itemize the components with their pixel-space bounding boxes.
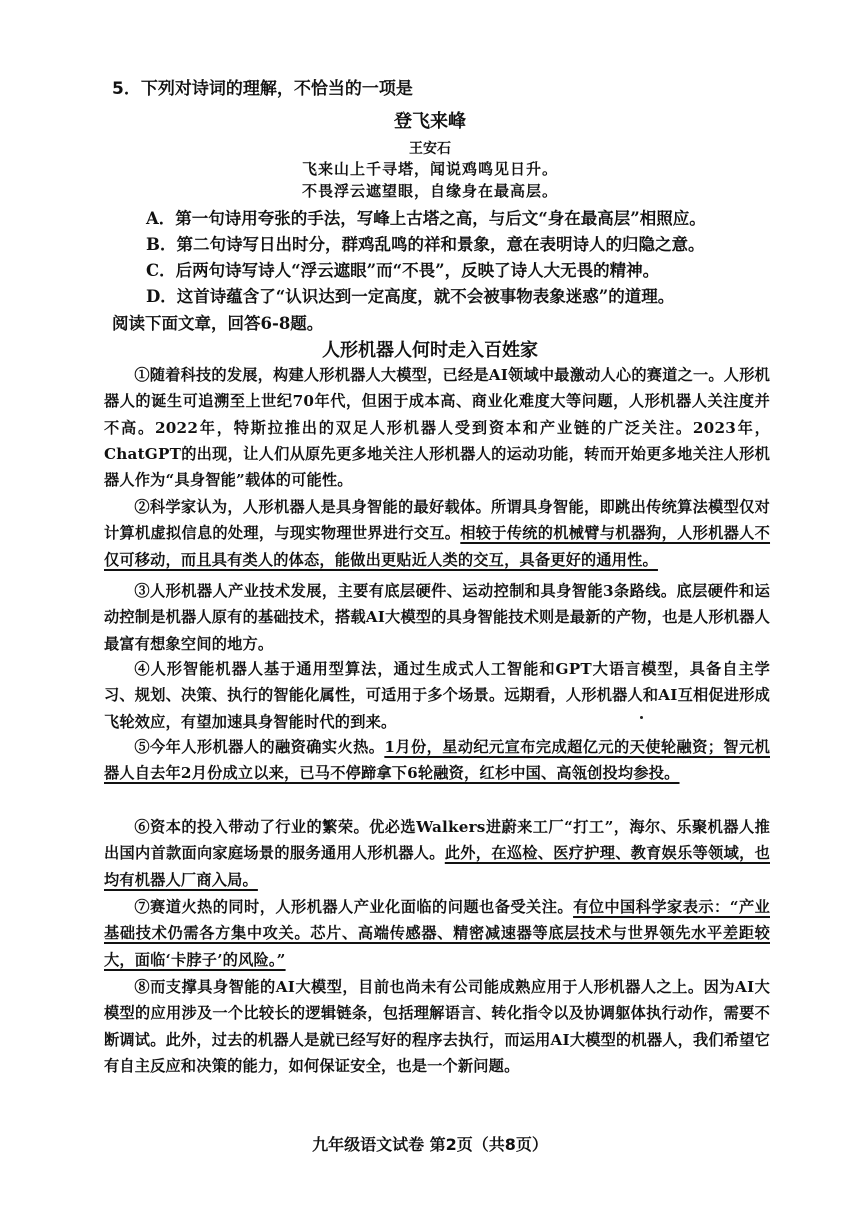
paragraph-2-underlined: 相较于传统的机械臂与机器狗，人形机器人不仅可移动，而且具有类人的体态，能做出更贴近人类的交互，具备更好的通用性。	[104, 524, 771, 569]
paragraph-6-underlined: 此外，在巡检、医疗护理、教育娱乐等领域，也均有机器人厂商入局。	[104, 844, 770, 889]
option-d: D．这首诗蕴含了“认识达到一定高度，就不会被事物表象迷惑”的道理。	[146, 287, 675, 306]
article-paragraph-3: ③人形机器人产业技术发展，主要有底层硬件、运动控制和具身智能3条路线。底层硬件和运动控制是机器人原有的基础技术，搭载AI大模型的具身智能技术则是最新的产物，也是人形机器人最富有想象空间的地方。	[104, 582, 770, 653]
article-title: 人形机器人何时走入百姓家	[322, 340, 538, 361]
page-footer: 九年级语文试卷 第2页（共8页）	[312, 1135, 548, 1154]
article-paragraph-7	[104, 894, 770, 973]
option-c: C．后两句诗写诗人“浮云遮眼”而“不畏”，反映了诗人大无畏的精神。	[146, 261, 660, 280]
paragraph-2-text: ②科学家认为，人形机器人是具身智能的最好载体。所谓具身智能，即跳出传统算法模型仅对计算机虚拟信息的处理，与现实物理世界进行交互。	[104, 498, 770, 543]
article-paragraph-8: ⑧而支撑具身智能的AI大模型，目前也尚未有公司能成熟应用于人形机器人之上。因为AI大模型的应用涉及一个比较长的逻辑链条，包括理解语言、转化指令以及协调躯体执行动作，需要不断调试。此外，过去的机器人是就已经写好的程序去执行，而运用AI大模型的机器人，我们希望它有自主反应和决策的能力，如何保证安全，也是一个新问题。	[104, 978, 770, 1075]
option-b: B．第二句诗写日出时分，群鸡乱鸣的祥和景象，意在表明诗人的归隐之意。	[146, 235, 705, 254]
reading-instruction: 阅读下面文章，回答6-8题。	[112, 314, 324, 333]
article-paragraph-5	[104, 734, 770, 787]
stray-dot	[640, 716, 643, 719]
paragraph-5-underlined: 1月份，星动纪元宣布完成超亿元的天使轮融资；智元机器人自去年2月份成立以来，已马不停蹄拿下6轮融资，红杉中国、高瓴创投均参投。	[104, 738, 770, 783]
paragraph-5-text: ⑤今年人形机器人的融资确实火热。	[134, 738, 385, 756]
poem-author: 王安石	[409, 141, 451, 157]
paragraph-6-text: ⑥资本的投入带动了行业的繁荣。优必选Walkers进蔚来工厂“打工”，海尔、乐聚机器人推出国内首款面向家庭场景的服务通用人形机器人。	[104, 818, 770, 863]
poem-title: 登飞来峰	[394, 111, 466, 132]
article-paragraph-1: ①随着科技的发展，构建人形机器人大模型，已经是AI领域中最激动人心的赛道之一。人形机器人的诞生可追溯至上世纪70年代，但困于成本高、商业化难度大等问题，人形机器人关注度并不高。2022年，特斯拉推出的双足人形机器人受到资本和产业链的广泛关注。2023年，ChatGPT的出现，让人们从原先更多地关注人形机器人的运动功能，转而开始更多地关注人形机器人作为“具身智能”载体的可能性。	[104, 366, 770, 490]
poem-line-1: 飞来山上千寻塔，闻说鸡鸣见日升。	[301, 160, 558, 178]
poem-line-2: 不畏浮云遮望眼，自缘身在最高层。	[301, 182, 558, 200]
paragraph-7-underlined: 有位中国科学家表示：“产业基础技术仍需各方集中攻关。芯片、高端传感器、精密减速器等底层技术与世界领先水平差距较大，面临‘卡脖子’的风险。”	[104, 898, 770, 969]
article-paragraph-6	[104, 814, 770, 893]
option-a: A．第一句诗用夸张的手法，写峰上古塔之高，与后文“身在最高层”相照应。	[146, 209, 706, 228]
article-paragraph-2	[104, 494, 770, 573]
question-5-stem: 5．下列对诗词的理解，不恰当的一项是	[112, 79, 413, 99]
article-paragraph-4: ④人形智能机器人基于通用型算法，通过生成式人工智能和GPT大语言模型，具备自主学习、规划、决策、执行的智能化属性，可适用于多个场景。远期看，人形机器人和AI互相促进形成飞轮效应，有望加速具身智能时代的到来。	[104, 660, 770, 731]
paragraph-7-text: ⑦赛道火热的同时，人形机器人产业化面临的问题也备受关注。	[134, 898, 574, 916]
